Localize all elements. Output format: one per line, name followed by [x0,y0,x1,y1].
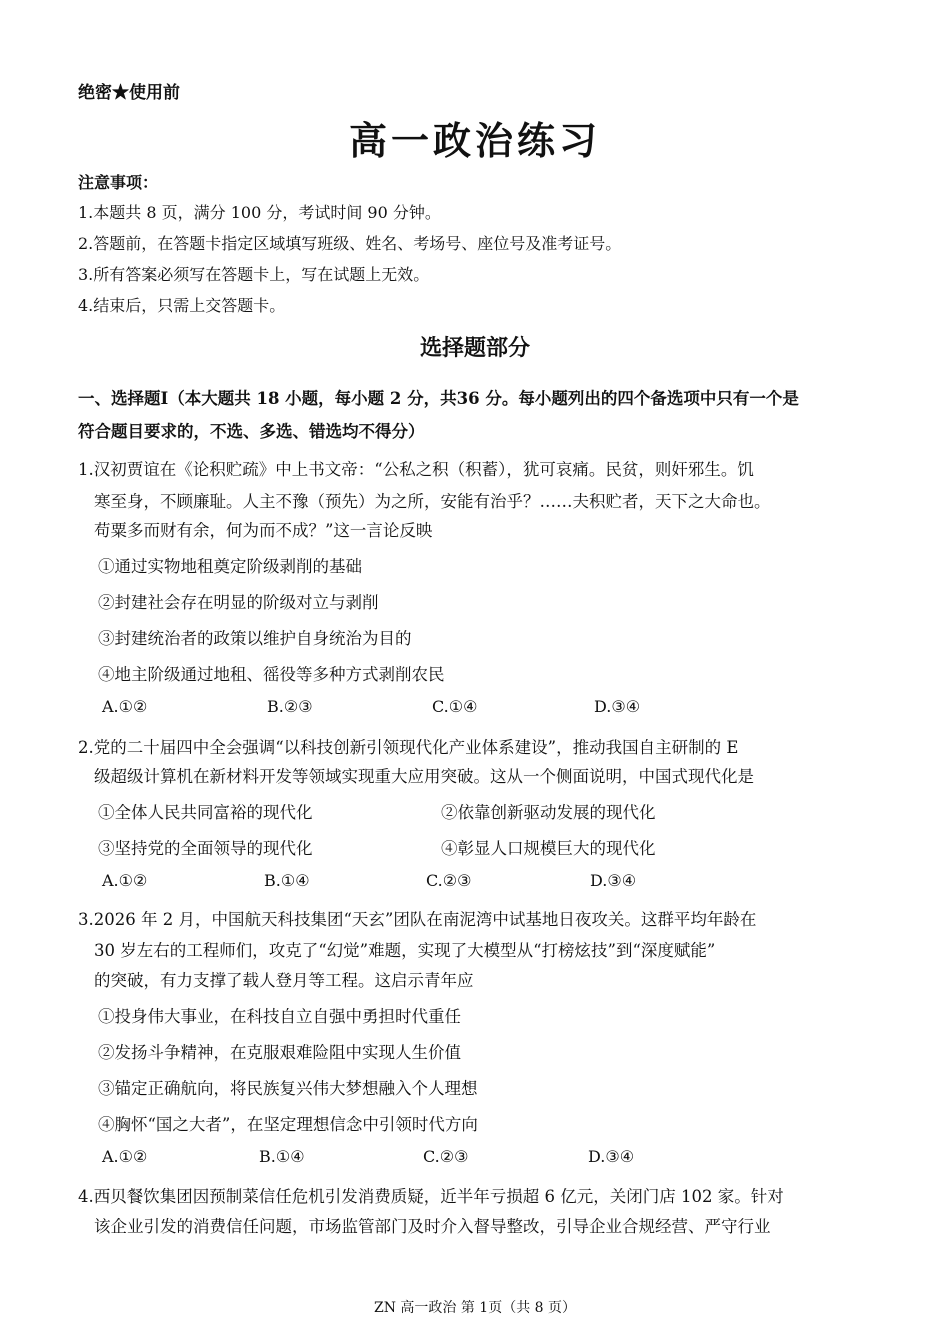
choice-b: B.①④ [264,871,310,890]
question-1-choices [102,697,640,716]
notice-item: 2.答题前，在答题卡指定区域填写班级、姓名、考场号、座位号及准考证号。 [78,234,622,253]
question-1-statement: ③封建统治者的政策以维护自身统治为目的 [98,629,412,648]
part-instructions: 一、选择题Ⅰ（本大题共 18 小题，每小题 2 分，共36 分。每小题列出的四个备选项中只有一个是 [78,389,799,408]
question-2-statement: ③坚持党的全面领导的现代化 [98,839,313,858]
confidential-mark: 绝密★使用前 [78,83,180,103]
question-4-stem: 该企业引发的消费信任问题，市场监管部门及时介入督导整改，引导企业合规经营、严守行业 [94,1217,771,1236]
notice-item: 4.结束后，只需上交答题卡。 [78,296,286,315]
question-2-choices [102,871,636,890]
part-instructions: 符合题目要求的，不选、多选、错选均不得分） [78,422,425,441]
choice-c: C.①④ [432,697,478,716]
question-3-statement: ③锚定正确航向，将民族复兴伟大梦想融入个人理想 [98,1079,478,1098]
question-2-statement: ④彰显人口规模巨大的现代化 [441,839,656,858]
choice-a: A.①② [102,871,148,890]
choice-d: D.③④ [588,1147,635,1166]
choice-d: D.③④ [590,871,637,890]
question-2-stem: 2.党的二十届四中全会强调“以科技创新引领现代化产业体系建设”，推动我国自主研制的 E [78,738,739,757]
choice-b: B.①④ [259,1147,305,1166]
question-2-statement: ①全体人民共同富裕的现代化 [98,803,313,822]
notice-heading: 注意事项： [78,173,159,192]
question-1-stem: 寒至身，不顾廉耻。人主不豫（预先）为之所，安能有治乎？……夫积贮者，天下之大命也。 [94,492,771,511]
question-1-stem: 苟粟多而财有余，何为而不成？”这一言论反映 [94,521,433,540]
question-3-choices [102,1147,634,1166]
question-1-statement: ①通过实物地租奠定阶级剥削的基础 [98,557,362,576]
notice-item: 3.所有答案必须写在答题卡上，写在试题上无效。 [78,265,430,284]
question-3-stem: 的突破，有力支撑了载人登月等工程。这启示青年应 [94,971,474,990]
question-3-stem: 3.2026 年 2 月，中国航天科技集团“天玄”团队在南泥湾中试基地日夜攻关。这群平均年龄在 [78,910,757,929]
page-title: 高一政治练习 [348,118,601,163]
choice-a: A.①② [102,1147,148,1166]
choice-b: B.②③ [267,697,313,716]
page-footer: ZN 高一政治 第 1页（共 8 页） [373,1300,577,1316]
question-2-statement: ②依靠创新驱动发展的现代化 [441,803,656,822]
notice-item: 1.本题共 8 页，满分 100 分，考试时间 90 分钟。 [78,203,441,222]
choice-a: A.①② [102,697,148,716]
question-3-statement: ①投身伟大事业，在科技自立自强中勇担时代重任 [98,1007,461,1026]
question-2-stem: 级超级计算机在新材料开发等领域实现重大应用突破。这从一个侧面说明，中国式现代化是 [94,767,754,786]
question-4-stem: 4.西贝餐饮集团因预制菜信任危机引发消费质疑，近半年亏损超 6 亿元，关闭门店 102 家。针对 [78,1187,784,1206]
question-1-statement: ②封建社会存在明显的阶级对立与剥削 [98,593,379,612]
choice-c: C.②③ [423,1147,469,1166]
question-3-statement: ④胸怀“国之大者”，在坚定理想信念中引领时代方向 [98,1115,478,1134]
choice-d: D.③④ [594,697,641,716]
section-title: 选择题部分 [419,335,530,361]
question-3-statement: ②发扬斗争精神，在克服艰难险阻中实现人生价值 [98,1043,461,1062]
choice-c: C.②③ [426,871,472,890]
question-3-stem: 30 岁左右的工程师们，攻克了“幻觉”难题，实现了大模型从“打榜炫技”到“深度赋能” [94,941,716,960]
question-1-statement: ④地主阶级通过地租、徭役等多种方式剥削农民 [98,665,445,684]
question-1-stem: 1.汉初贾谊在《论积贮疏》中上书文帝：“公私之积（积蓄），犹可哀痛。民贫，则奸邪生。饥 [78,460,754,479]
